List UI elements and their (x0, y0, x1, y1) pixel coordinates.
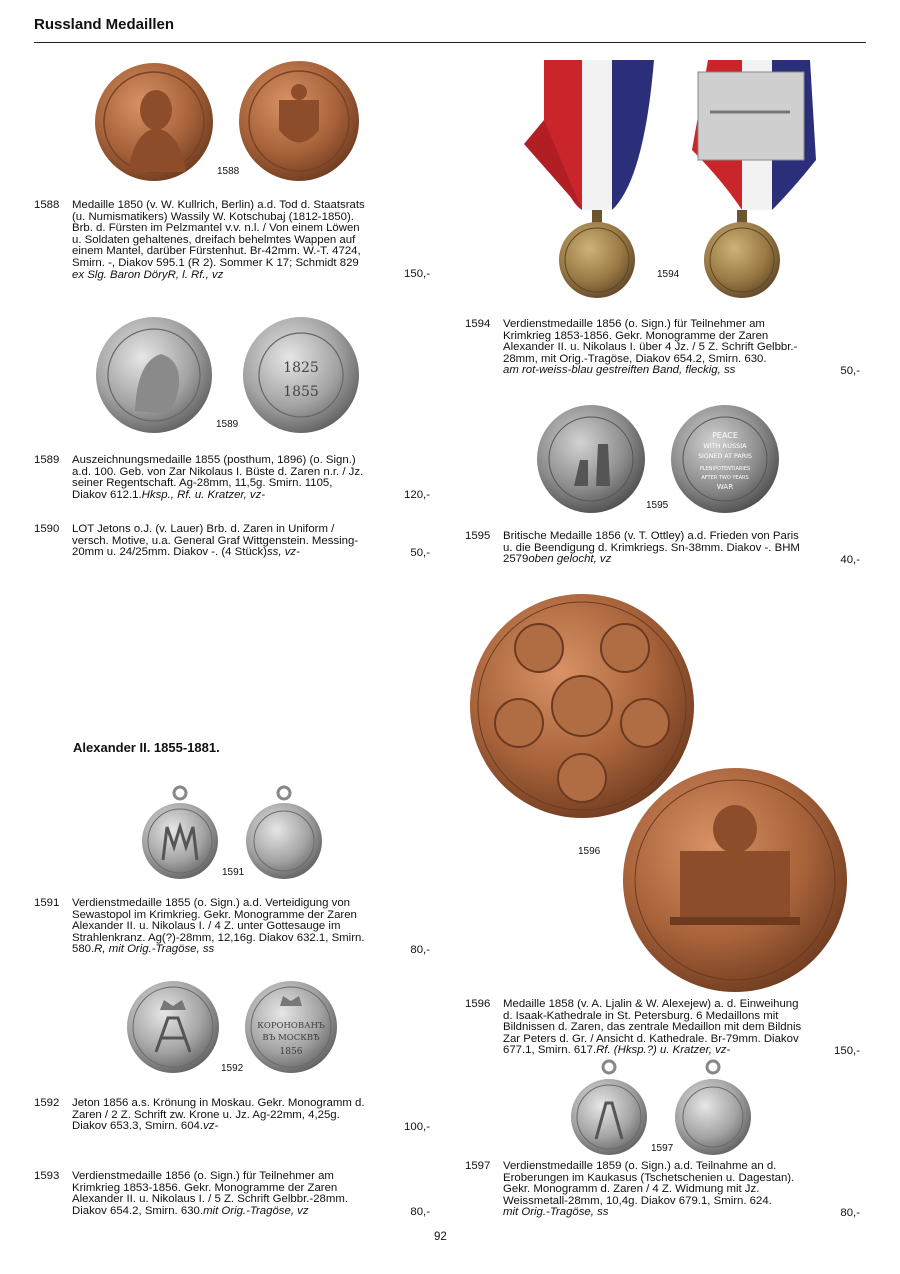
lot-text-line: 28mm, mit Orig.-Tragöse, Diakov 654.2, Smirn. 630. (503, 352, 767, 365)
medal-1594-obverse-on-ribbon (524, 60, 656, 300)
lot-description (72, 1098, 383, 1133)
image-caption-1597: 1597 (651, 1143, 674, 1154)
lot-grade: vz- (203, 1120, 219, 1133)
lot-price: 80,- (410, 944, 430, 956)
lot-text-line: u. Soldaten gehaltenes, dreifach behelmtes Wappen auf (72, 233, 356, 246)
lot-text-line: u. die Beendigung d. Krimkriegs. Sn-38mm. Diakov -. BHM (503, 541, 800, 554)
lot-reference: Diakov 653.3, Smirn. 604. (72, 1120, 204, 1133)
lot-number: 1589 (34, 454, 60, 466)
image-caption-1589: 1589 (216, 419, 239, 430)
lot-number: 1595 (465, 530, 491, 542)
lot-price: 150,- (404, 268, 430, 280)
lot-price: 80,- (410, 1206, 430, 1218)
lot-grade: mit Orig.-Tragöse, vz (203, 1204, 309, 1217)
medal-1596-reverse (622, 767, 848, 993)
coin-legend-line: PLENIPOTENTIARIES (699, 466, 751, 472)
lot-number: 1591 (34, 897, 60, 909)
coin-legend-line: WITH RUSSIA (703, 442, 747, 450)
lot-text-line: a.d. 100. Geb. von Zar Nikolaus I. Büste d. Zaren n.r. / Jz. (72, 465, 364, 478)
lot-text-line: Bildnissen d. Zaren, das zentrale Medaillon mit dem Bildnis (503, 1021, 802, 1034)
lot-price: 100,- (404, 1121, 430, 1133)
lot-description (72, 200, 383, 281)
lot-text-line: Eroberungen im Kaukasus (Tschetschenien u. Dagestan). (503, 1171, 795, 1184)
lot-reference: Diakov 654.2, Smirn. 630. (72, 1204, 204, 1217)
lot-reference: 580. (72, 943, 95, 956)
lot-text-line: Verdienstmedaille 1856 (o. Sign.) für Teilnehmer am (72, 1170, 334, 1182)
lot-text-line: seiner Regentschaft. Ag-28mm, 11,5g. Smirn. 1105, (72, 477, 333, 490)
lot-price: 40,- (840, 554, 860, 566)
lot-price: 80,- (840, 1207, 860, 1219)
lot-number: 1592 (34, 1097, 60, 1109)
lot-text-line: Verdienstmedaille 1856 (o. Sign.) für Teilnehmer am (503, 318, 765, 330)
lot-number: 1597 (465, 1160, 491, 1172)
lot-description (503, 531, 814, 566)
coin-legend-year: 1856 (279, 1047, 303, 1057)
lot-reference: 2579 (503, 553, 529, 566)
lot-grade: R, l. Rf., vz (167, 268, 224, 281)
lot-reference: Diakov 612.1. (72, 488, 142, 501)
coin-legend-year: 1825 (283, 360, 319, 376)
lot-text-line: einem Mantel, darüber Fürstenhut. Br-42mm. W.-T. 4724, (72, 245, 361, 258)
medal-1591-obverse (141, 785, 219, 881)
lot-text-line: d. Isaak-Kathedrale in St. Petersburg. 6 Medaillons mit (503, 1009, 779, 1022)
image-caption-1595: 1595 (646, 500, 669, 511)
image-caption-1591: 1591 (222, 867, 245, 878)
lot-grade: Hksp., Rf. u. Kratzer, vz- (141, 488, 266, 501)
lot-price: 50,- (410, 547, 430, 559)
lot-provenance: ex Slg. Baron Döry (72, 268, 168, 281)
medal-1591-reverse (245, 785, 323, 881)
medal-1592-reverse (244, 980, 338, 1074)
page-number: 92 (434, 1231, 447, 1243)
medal-1589-obverse (95, 316, 213, 434)
medal-1597-reverse (674, 1059, 752, 1157)
medal-1592-obverse (126, 980, 220, 1074)
medal-1588-reverse (239, 60, 359, 182)
lot-grade: mit Orig.-Tragöse, ss (503, 1206, 609, 1219)
image-caption-1594: 1594 (657, 269, 680, 280)
lot-number: 1593 (34, 1170, 60, 1182)
medal-1595-reverse (670, 404, 780, 514)
lot-price: 50,- (840, 365, 860, 377)
medal-1597-obverse (570, 1059, 648, 1157)
lot-number: 1594 (465, 318, 491, 330)
lot-text-line: Medaille 1858 (v. A. Ljalin & W. Alexejew) a. d. Einweihung (503, 998, 799, 1010)
lot-text-line: Britische Medaille 1856 (v. T. Ottley) a.d. Frieden von Paris (503, 530, 799, 542)
medal-1588-obverse (94, 62, 214, 182)
coin-legend-line: WAR (716, 483, 734, 491)
medal-1595-obverse (536, 404, 646, 514)
lot-description (72, 1171, 383, 1217)
lot-number: 1590 (34, 523, 60, 535)
lot-description (503, 1161, 814, 1219)
lot-grade: ss, vz- (266, 546, 300, 559)
lot-text-line: Krimkrieg 1853-1856. Gekr. Monogramme der Zaren (72, 1181, 338, 1194)
lot-text-line: Weissmetall-28mm, 10,4g. Diakov 679.1, Smirn. 624. (503, 1194, 772, 1207)
section-heading: Alexander II. 1855-1881. (73, 740, 220, 755)
lot-text-line: Gekr. Monogramm d. Zaren / 4 Z. Widmung mit Jz. (503, 1183, 760, 1196)
lot-text-line: Verdienstmedaille 1859 (o. Sign.) a.d. Teilnahme an d. (503, 1160, 777, 1172)
lot-number: 1588 (34, 199, 60, 211)
lot-text-line: (u. Numismatikers) Wassily W. Kotschubaj (1812-1850). (72, 210, 354, 223)
medal-1594-reverse-on-ribbon (682, 60, 816, 300)
image-caption-1596: 1596 (578, 846, 601, 857)
lot-grade: oben gelocht, vz (528, 553, 612, 566)
lot-text-line: Alexander II. u. Nikolaus I. über 4 Jz. / 5 Z. Schrift Gelbbr.- (503, 341, 798, 354)
lot-number: 1596 (465, 998, 491, 1010)
lot-reference: 677.1, Smirn. 617. (503, 1044, 597, 1057)
medal-1589-reverse (242, 316, 360, 434)
lot-text-line: Jeton 1856 a.s. Krönung in Moskau. Gekr. Monogramm d. (72, 1097, 365, 1109)
lot-grade: am rot-weiss-blau gestreiften Band, fleckig, ss (503, 364, 736, 377)
lot-text-line: versch. Motive, u.a. General Graf Wittgenstein. Messing- (72, 534, 359, 547)
lot-text-line: Smirn. -, Diakov 595.1 (R 2). Sommer K 17; Schmidt 829 (72, 256, 359, 269)
page-header-title: Russland Medaillen (34, 16, 175, 33)
coin-legend-line: ВЪ МОСКВѢ (262, 1033, 320, 1043)
lot-reference: 20mm u. 24/25mm. Diakov -. (4 Stück) (72, 546, 267, 559)
coin-legend-line: КОРОНОВАНЪ (257, 1021, 325, 1031)
image-caption-1592: 1592 (221, 1063, 244, 1074)
lot-text-line: Krimkrieg 1853-1856. Gekr. Monogramme der Zaren (503, 329, 769, 342)
header-rule (34, 42, 866, 43)
lot-description (72, 524, 383, 559)
lot-text-line: Verdienstmedaille 1855 (o. Sign.) a.d. Verteidigung von (72, 897, 350, 909)
lot-description (72, 455, 383, 501)
lot-text-line: LOT Jetons o.J. (v. Lauer) Brb. d. Zaren in Uniform / (72, 523, 335, 535)
coin-legend-year: 1855 (283, 384, 319, 400)
lot-description (72, 898, 383, 956)
lot-description (503, 319, 814, 377)
lot-text-line: Auszeichnungsmedaille 1855 (posthum, 1896) (o. Sign.) (72, 454, 356, 466)
image-caption-1588: 1588 (217, 166, 240, 177)
lot-price: 150,- (834, 1045, 860, 1057)
lot-grade: R, mit Orig.-Tragöse, ss (94, 943, 215, 956)
lot-text-line: Alexander II. u. Nikolaus I. / 4 Z. unter Gottesauge im (72, 920, 341, 933)
lot-text-line: Medaille 1850 (v. W. Kullrich, Berlin) a.d. Tod d. Staatsrats (72, 199, 365, 211)
coin-legend-line: AFTER TWO YEARS (701, 475, 749, 481)
lot-text-line: Brb. d. Fürsten im Pelzmantel v.v. n.l. / Von einem Löwen (72, 222, 360, 235)
lot-text-line: Alexander II. u. Nikolaus I. / 5 Z. Schrift Gelbbr.-28mm. (72, 1193, 349, 1206)
lot-description (503, 999, 814, 1057)
coin-legend-line: SIGNED AT PARIS (698, 453, 752, 460)
lot-text-line: Zaren / 2 Z. Schrift zw. Krone u. Jz. Ag-22mm, 4,25g. (72, 1108, 340, 1121)
lot-text-line: Zar Peters d. Gr. / Ansicht d. Kathedrale. Br-79mm. Diakov (503, 1032, 799, 1045)
coin-legend-line: PEACE (712, 431, 738, 440)
lot-grade: Rf. (Hksp.?) u. Kratzer, vz- (596, 1044, 731, 1057)
lot-price: 120,- (404, 489, 430, 501)
lot-text-line: Strahlenkranz. Ag(?)-28mm, 12,16g. Diakov 632.1, Smirn. (72, 931, 365, 944)
lot-text-line: Sewastopol im Krimkrieg. Gekr. Monogramme der Zaren (72, 908, 357, 921)
